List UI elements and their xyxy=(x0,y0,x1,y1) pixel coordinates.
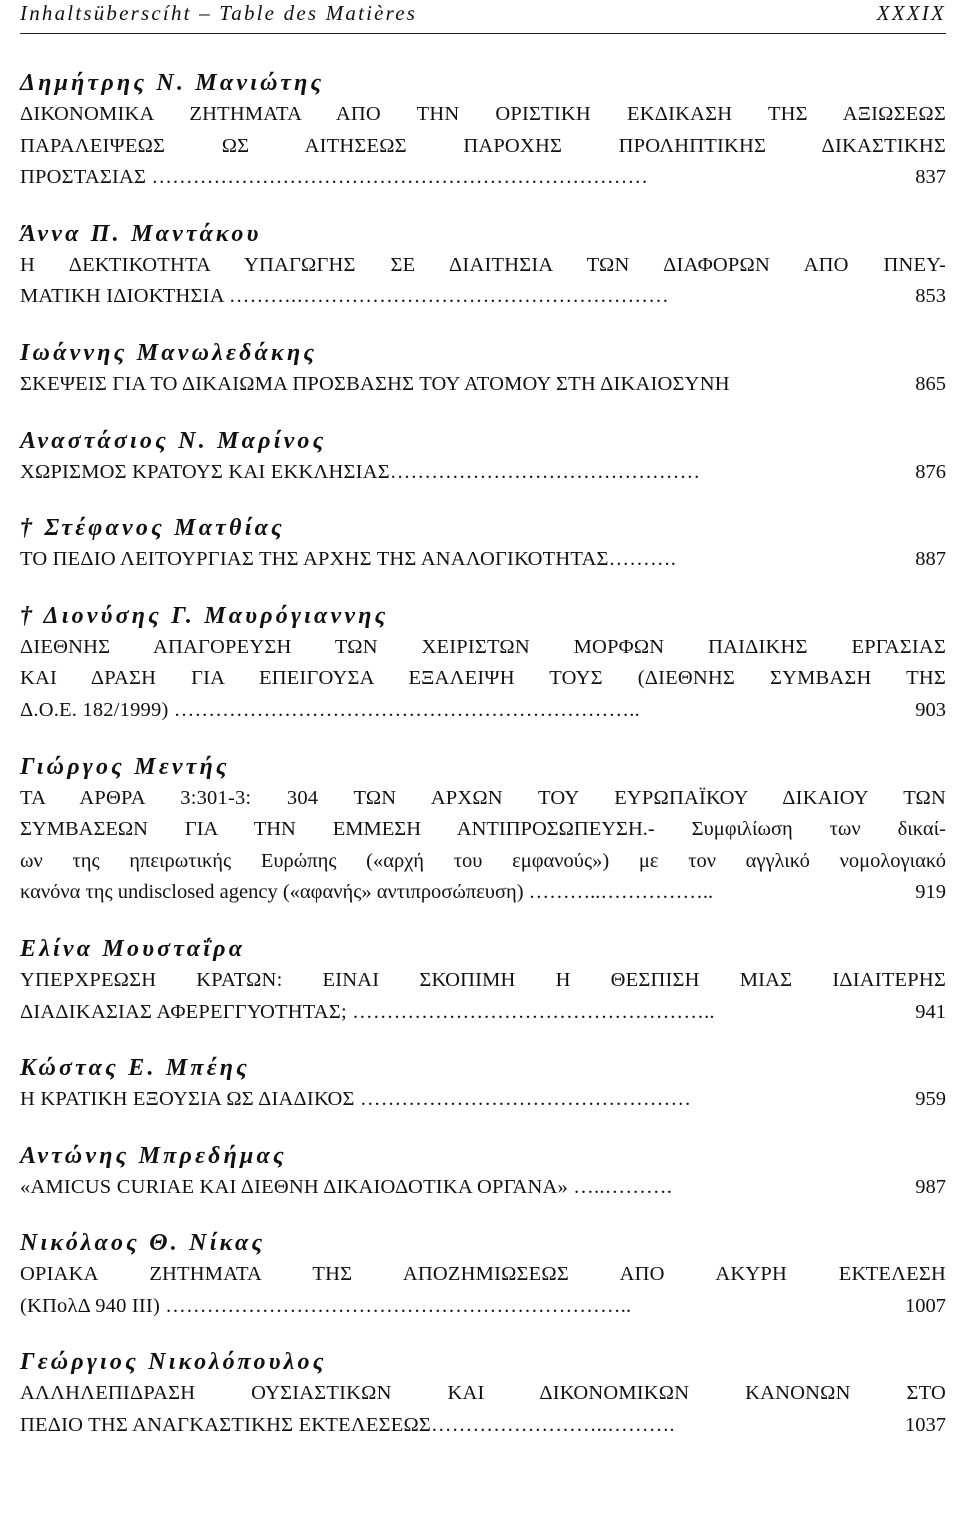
entry-title-last-line xyxy=(20,457,946,489)
entry-page-number: 941 xyxy=(915,1000,946,1023)
toc-entry xyxy=(20,68,946,194)
entry-title-last-line xyxy=(20,1410,946,1442)
entry-title-leader: ΠΡΟΣΤΑΣΙΑΣ ……………………………………………………………… xyxy=(20,166,649,189)
entry-page-number: 1037 xyxy=(905,1414,946,1437)
toc-entry xyxy=(20,513,946,576)
running-header xyxy=(20,0,946,26)
entry-title-leader: ΜΑΤΙΚΗ ΙΔΙΟΚΤΗΣΙΑ ……….……………………………………………… xyxy=(20,285,669,308)
entry-page-number: 987 xyxy=(915,1175,946,1198)
toc-entry xyxy=(20,1347,946,1441)
entry-title-leader: ΔΙΑΔΙΚΑΣΙΑΣ ΑΦΕΡΕΓΓΥΟΤΗΤΑΣ; …………………………………………….. xyxy=(20,1000,715,1023)
entry-title-leader: κανόνα της undisclosed agency («αφανής» αντιπροσώπευση) ………..…………….. xyxy=(20,881,714,904)
entry-title-leader: ΤΟ ΠΕΔΙΟ ΛΕΙΤΟΥΡΓΙΑΣ ΤΗΣ ΑΡΧΗΣ ΤΗΣ ΑΝΑΛΟΓΙΚΟΤΗΤΑΣ………. xyxy=(20,548,677,571)
header-rule xyxy=(20,33,946,34)
toc-entry xyxy=(20,1053,946,1116)
entry-title-last-line xyxy=(20,1172,946,1204)
toc-entry xyxy=(20,752,946,909)
entry-title-last-line xyxy=(20,369,946,401)
entry-title-last-line xyxy=(20,997,946,1029)
entry-title-leader: Δ.Ο.Ε. 182/1999) ………………………………………………………….. xyxy=(20,698,640,721)
entry-page-number: 837 xyxy=(915,166,946,189)
toc-entry xyxy=(20,1228,946,1322)
entry-title-line: ων της ηπειρωτικής Ευρώπης («αρχή του εμφανούς») με τον αγγλικό νομολογιακό xyxy=(20,849,946,872)
entry-title-line: ΑΛΛΗΛΕΠΙΔΡΑΣΗ ΟΥΣΙΑΣΤΙΚΩΝ ΚΑΙ ΔΙΚΟΝΟΜΙΚΩΝ ΚΑΝΟΝΩΝ ΣΤΟ xyxy=(20,1382,946,1405)
entry-title-line: ΚΑΙ ΔΡΑΣΗ ΓΙΑ ΕΠΕΙΓΟΥΣΑ ΕΞΑΛΕΙΨΗ ΤΟΥΣ (ΔΙΕΘΝΗΣ ΣΥΜΒΑΣΗ ΤΗΣ xyxy=(20,667,946,690)
entry-author: Ιωάννης Μανωλεδάκης xyxy=(20,339,318,366)
entry-title-leader: (ΚΠολΔ 940 ΙΙΙ) ………………………………………………………….. xyxy=(20,1294,632,1317)
entry-title-leader: ΠΕΔΙΟ ΤΗΣ ΑΝΑΓΚΑΣΤΙΚΗΣ ΕΚΤΕΛΕΣΕΩΣ……………………..………. xyxy=(20,1414,675,1437)
entry-author: Αναστάσιος Ν. Μαρίνος xyxy=(20,427,327,454)
entry-page-number: 853 xyxy=(915,285,946,308)
entry-author: Δημήτρης Ν. Μανιώτης xyxy=(20,70,325,96)
entry-page-number: 919 xyxy=(915,881,946,904)
entry-page-number: 1007 xyxy=(905,1294,946,1317)
entry-author: † Διονύσης Γ. Μαυρόγιαννης xyxy=(20,602,389,629)
header-title: Inhaltsüberscíht – Table des Matières xyxy=(20,0,418,25)
toc-entry xyxy=(20,601,946,727)
entry-title-last-line xyxy=(20,1084,946,1116)
entry-author: Κώστας Ε. Μπέης xyxy=(20,1055,251,1082)
entry-title-last-line xyxy=(20,281,946,313)
toc-entry xyxy=(20,338,946,401)
entry-title-leader: ΣΚΕΨΕΙΣ ΓΙΑ ΤΟ ΔΙΚΑΙΩΜΑ ΠΡΟΣΒΑΣΗΣ ΤΟΥ ΑΤΟΜΟΥ ΣΤΗ ΔΙΚΑΙΟΣΥΝΗ xyxy=(20,372,730,395)
entry-title-last-line xyxy=(20,544,946,576)
entry-title-leader: Η ΚΡΑΤΙΚΗ ΕΞΟΥΣΙΑ ΩΣ ΔΙΑΔΙΚΟΣ ………………………………………… xyxy=(20,1088,692,1111)
entry-page-number: 865 xyxy=(915,372,946,395)
entry-author: † Στέφανος Ματθίας xyxy=(20,515,285,542)
entry-page-number: 903 xyxy=(915,698,946,721)
header-page-label: XXXIX xyxy=(876,0,946,25)
entry-title-last-line xyxy=(20,877,946,909)
toc-entry xyxy=(20,934,946,1028)
entry-author: Γιώργος Μεντής xyxy=(20,753,230,780)
entry-title-line: ΥΠΕΡΧΡΕΩΣΗ ΚΡΑΤΩΝ: ΕΙΝΑΙ ΣΚΟΠΙΜΗ Η ΘΕΣΠΙΣΗ ΜΙΑΣ ΙΔΙΑΙΤΕΡΗΣ xyxy=(20,968,946,991)
entry-author: Νικόλαος Θ. Νίκας xyxy=(20,1230,266,1257)
entry-author: Αντώνης Μπρεδήμας xyxy=(20,1142,287,1169)
entry-author: Άννα Π. Μαντάκου xyxy=(20,220,262,247)
toc-entry xyxy=(20,426,946,489)
entry-title-line: Η ΔΕΚΤΙΚΟΤΗΤΑ ΥΠΑΓΩΓΗΣ ΣΕ ΔΙΑΙΤΗΣΙΑ ΤΩΝ ΔΙΑΦΟΡΩΝ ΑΠΟ ΠΝΕΥ- xyxy=(20,253,946,276)
entry-author: Γεώργιος Νικολόπουλος xyxy=(20,1349,327,1376)
entry-title-line: ΣΥΜΒΑΣΕΩΝ ΓΙΑ ΤΗΝ ΕΜΜΕΣΗ ΑΝΤΙΠΡΟΣΩΠΕΥΣΗ.- Συμφιλίωση των δικαί- xyxy=(20,818,946,841)
table-of-contents xyxy=(20,68,946,1467)
entry-title-last-line xyxy=(20,695,946,727)
entry-title-line: ΔΙΚΟΝΟΜΙΚΑ ΖΗΤΗΜΑΤΑ ΑΠΟ ΤΗΝ ΟΡΙΣΤΙΚΗ ΕΚΔΙΚΑΣΗ ΤΗΣ ΑΞΙΩΣΕΩΣ xyxy=(20,103,946,125)
entry-title-line: ΔΙΕΘΝΗΣ ΑΠΑΓΟΡΕΥΣΗ ΤΩΝ ΧΕΙΡΙΣΤΩΝ ΜΟΡΦΩΝ ΠΑΙΔΙΚΗΣ ΕΡΓΑΣΙΑΣ xyxy=(20,635,946,658)
entry-author: Ελίνα Μουσταΐρα xyxy=(20,935,246,962)
entry-title-leader: «AMICUS CURIAE ΚΑΙ ΔΙΕΘΝΗ ΔΙΚΑΙΟΔΟΤΙΚΑ ΟΡΓΑΝΑ» …..………. xyxy=(20,1175,673,1198)
entry-title-line: ΟΡΙΑΚΑ ΖΗΤΗΜΑΤΑ ΤΗΣ ΑΠΟΖΗΜΙΩΣΕΩΣ ΑΠΟ ΑΚΥΡΗ ΕΚΤΕΛΕΣΗ xyxy=(20,1263,946,1286)
toc-entry xyxy=(20,219,946,313)
toc-entry xyxy=(20,1141,946,1204)
entry-title-leader: ΧΩΡΙΣΜΟΣ ΚΡΑΤΟΥΣ ΚΑΙ ΕΚΚΛΗΣΙΑΣ……………………………………… xyxy=(20,460,701,483)
entry-title-last-line xyxy=(20,1291,946,1323)
entry-page-number: 959 xyxy=(915,1088,946,1111)
entry-title-line: ΤΑ ΑΡΘΡΑ 3:301-3: 304 ΤΩΝ ΑΡΧΩΝ ΤΟΥ ΕΥΡΩΠΑΪΚΟΥ ΔΙΚΑΙΟΥ ΤΩΝ xyxy=(20,786,946,809)
entry-page-number: 876 xyxy=(915,460,946,483)
entry-title-last-line xyxy=(20,162,946,194)
entry-page-number: 887 xyxy=(915,548,946,571)
entry-title-line: ΠΑΡΑΛΕΙΨΕΩΣ ΩΣ ΑΙΤΗΣΕΩΣ ΠΑΡΟΧΗΣ ΠΡΟΛΗΠΤΙΚΗΣ ΔΙΚΑΣΤΙΚΗΣ xyxy=(20,134,946,157)
